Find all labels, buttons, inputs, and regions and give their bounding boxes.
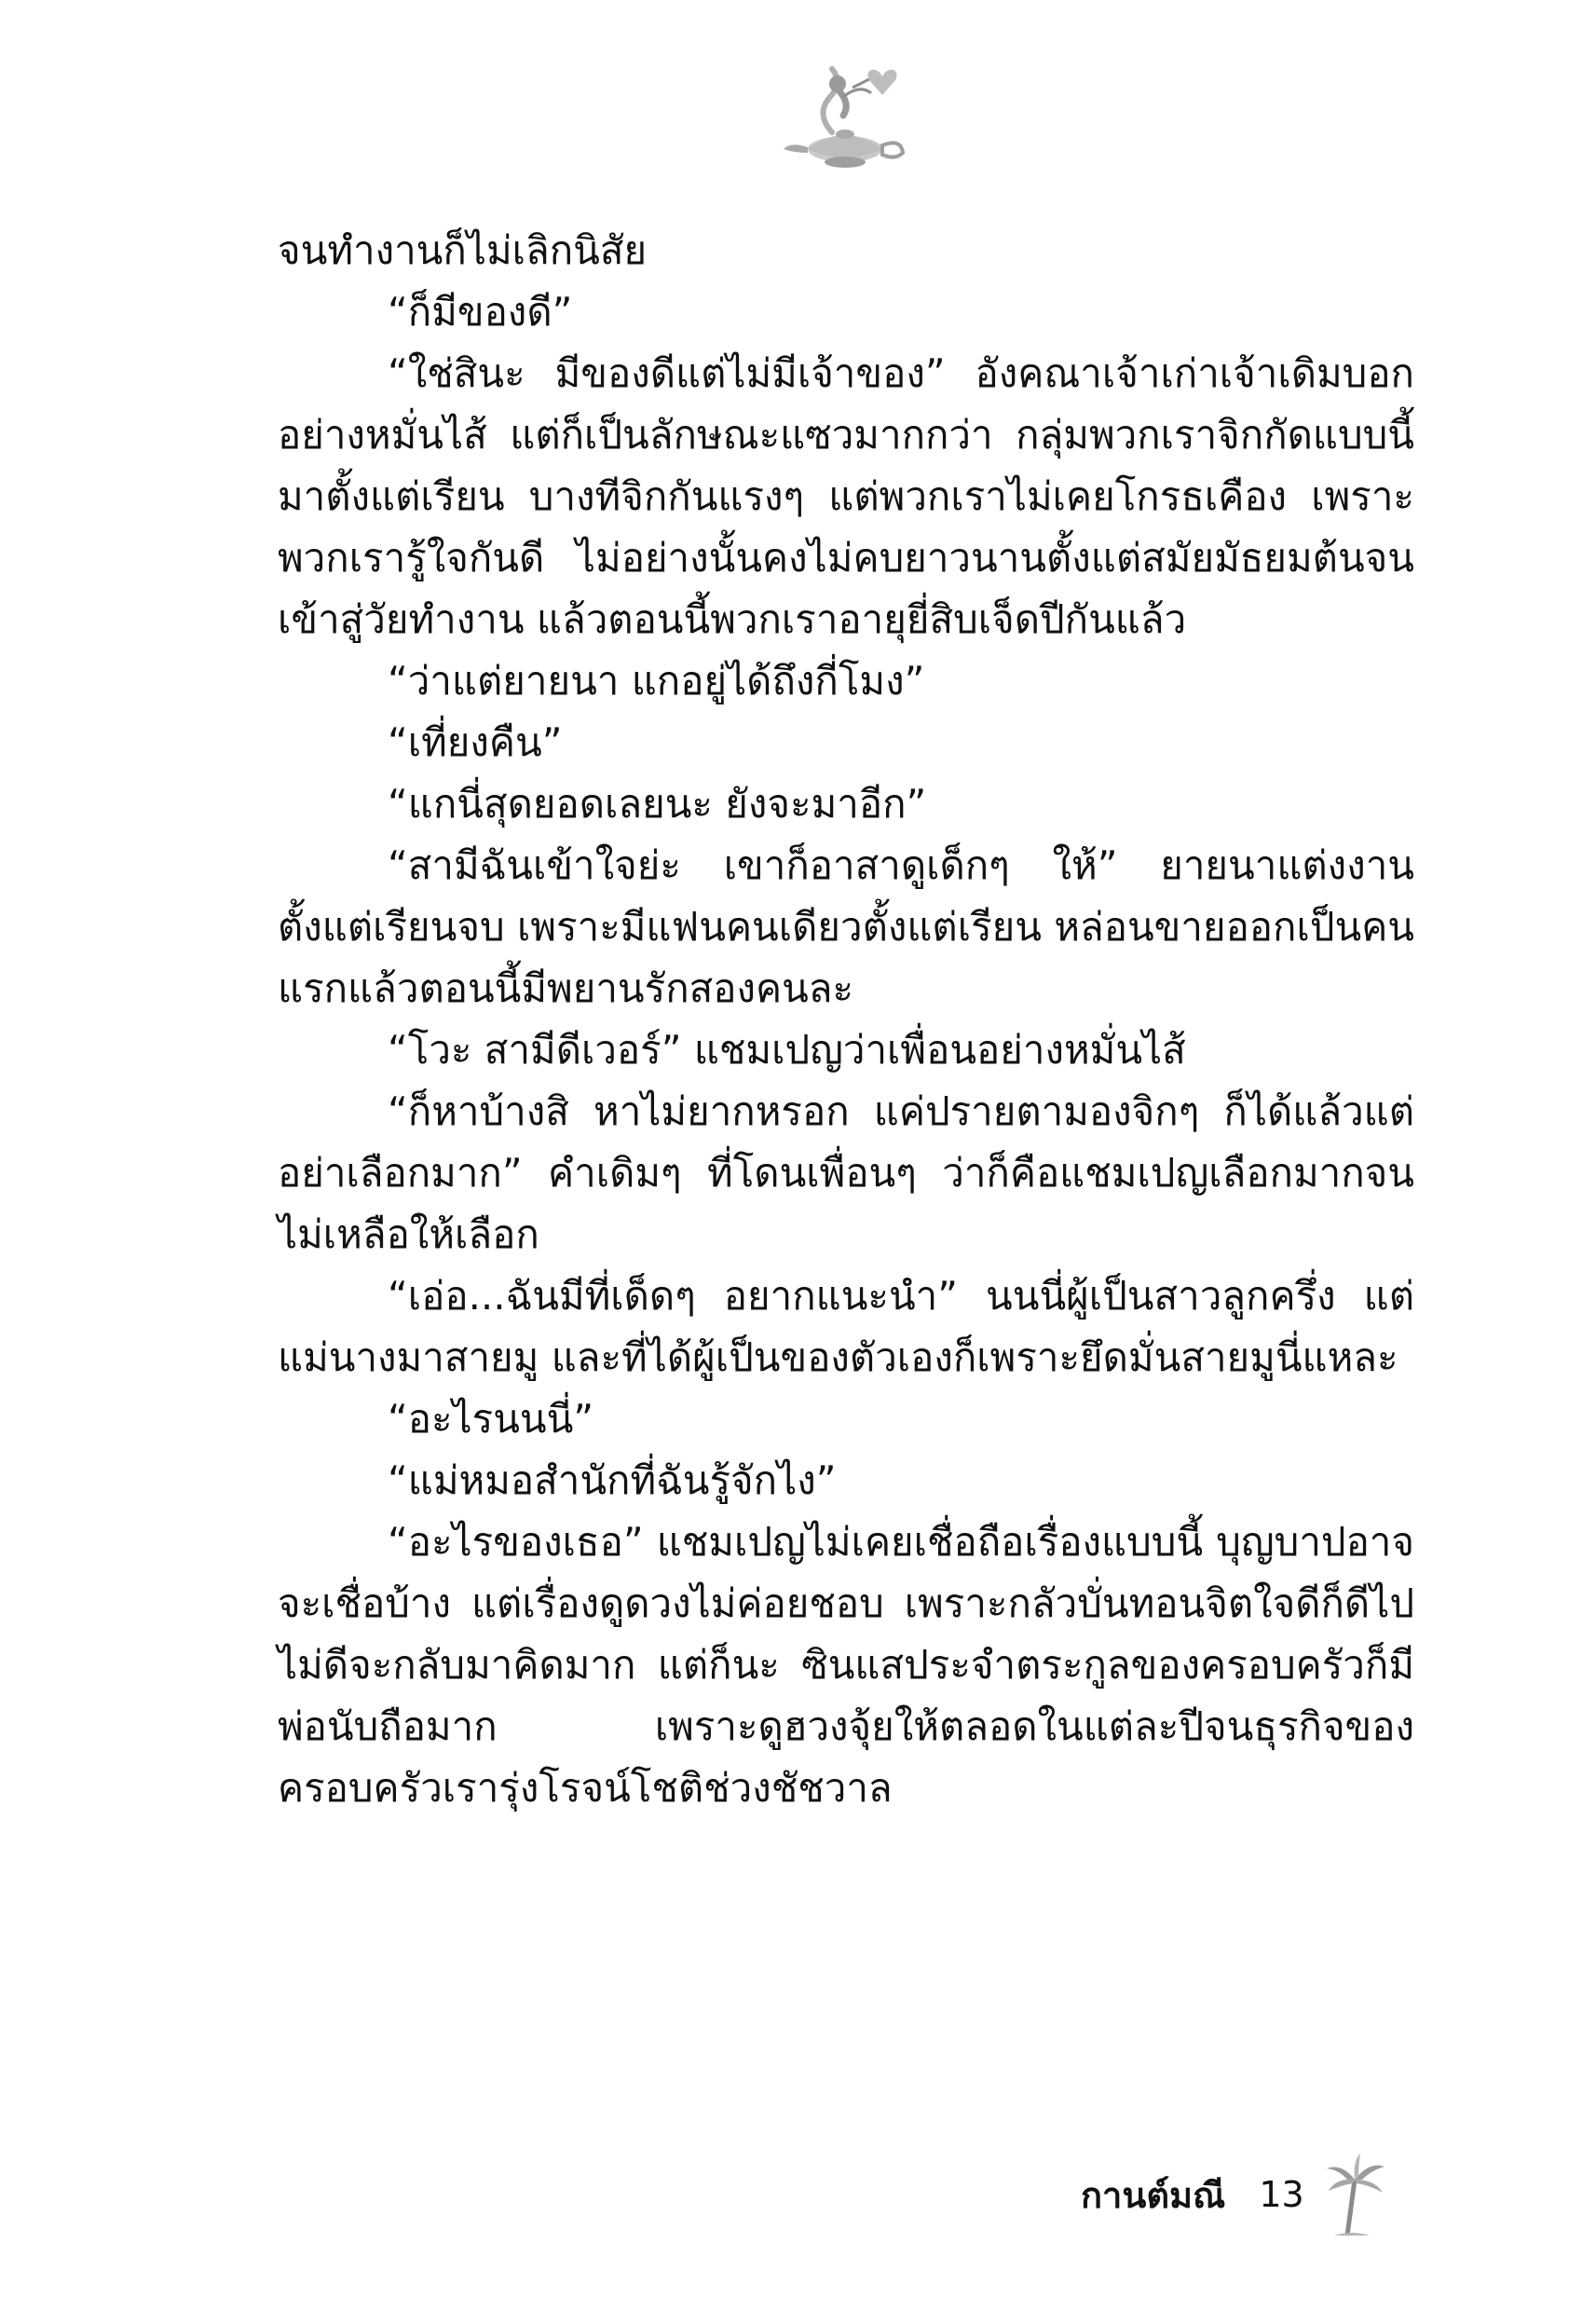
paragraph: จนทำงานก็ไม่เลิกนิสัย — [278, 227, 648, 273]
page-number: 13 — [1259, 2174, 1304, 2215]
paragraph: “ว่าแต่ยายนา แกอยู่ได้ถึงกี่โมง” — [388, 658, 925, 704]
page-footer — [1081, 2157, 1388, 2232]
paragraph: “อะไรนนนี่” — [388, 1396, 594, 1442]
paragraph: “อะไรของเธอ” แชมเปญไม่เคยเชื่อถือเรื่องแบบนี้ บุญบาปอาจจะเชื่อบ้าง แต่เรื่องดูดวงไม่ค่อยชอบ เพราะกลัวบั่นทอนจิตใจดีก็ดีไป ไม่ดีจะกลับมาคิดมาก แต่ก็นะ ซินแสประจำตระกูลของครอบครัวก็มี พ่อนับถือมาก เพราะดูฮวงจุ้ยให้ตลอดในแต่ละปีจนธุรกิจของครอบครัวเรารุ่งโรจน์โชติช่วงชัชวาล — [278, 1519, 1414, 1811]
paragraph: “โวะ สามีดีเวอร์” แชมเปญว่าเพื่อนอย่างหมั่นไส้ — [388, 1027, 1186, 1073]
palm-tree-icon — [1323, 2152, 1388, 2237]
book-title: กานต์มณี — [1081, 2174, 1226, 2216]
paragraph: “ก็หาบ้างสิ หาไม่ยากหรอก แค่ปรายตามองจิกๆ ก็ได้แล้วแต่อย่าเลือกมาก” คำเดิมๆ ที่โดนเพื่อนๆ ว่าก็คือแชมเปญเลือกมากจนไม่เหลือให้เลือก — [278, 1088, 1414, 1257]
paragraph: “แม่หมอสำนักที่ฉันรู้จักไง” — [388, 1457, 837, 1503]
paragraph: “เอ่อ...ฉันมีที่เด็ดๆ อยากแนะนำ” นนนี่ผู้เป็นสาวลูกครึ่ง แต่แม่นางมาสายมู และที่ได้ผู้เป็นของตัวเองก็เพราะยึดมั่นสายมูนี่แหละ — [278, 1273, 1414, 1380]
paragraph: “แกนี่สุดยอดเลยนะ ยังจะมาอีก” — [388, 781, 927, 827]
paragraph: “ใช่สินะ มีของดีแต่ไม่มีเจ้าของ” อังคณาเจ้าเก่าเจ้าเดิมบอกอย่างหมั่นไส้ แต่ก็เป็นลักษณะแซวมากกว่า กลุ่มพวกเราจิกกัดแบบนี้มาตั้งแต่เรียน บางทีจิกกันแรงๆ แต่พวกเราไม่เคยโกรธเคือง เพราะพวกเรารู้ใจกันดี ไม่อย่างนั้นคงไม่คบยาวนานตั้งแต่สมัยมัธยมต้นจนเข้าสู่วัยทำงาน แล้วตอนนี้พวกเราอายุยี่สิบเจ็ดปีกันแล้ว — [278, 350, 1414, 642]
genie-lamp-cupid-icon — [778, 56, 908, 177]
paragraph: “สามีฉันเข้าใจย่ะ เขาก็อาสาดูเด็กๆ ให้” ยายนาแต่งงานตั้งแต่เรียนจบ เพราะมีแฟนคนเดียวตั้งแต่เรียน หล่อนขายออกเป็นคนแรกแล้วตอนนี้มีพยานรักสองคนละ — [278, 842, 1414, 1011]
paragraph: “เที่ยงคืน” — [388, 719, 563, 765]
paragraph: “ก็มีของดี” — [388, 289, 573, 335]
body-text — [278, 220, 1414, 1819]
